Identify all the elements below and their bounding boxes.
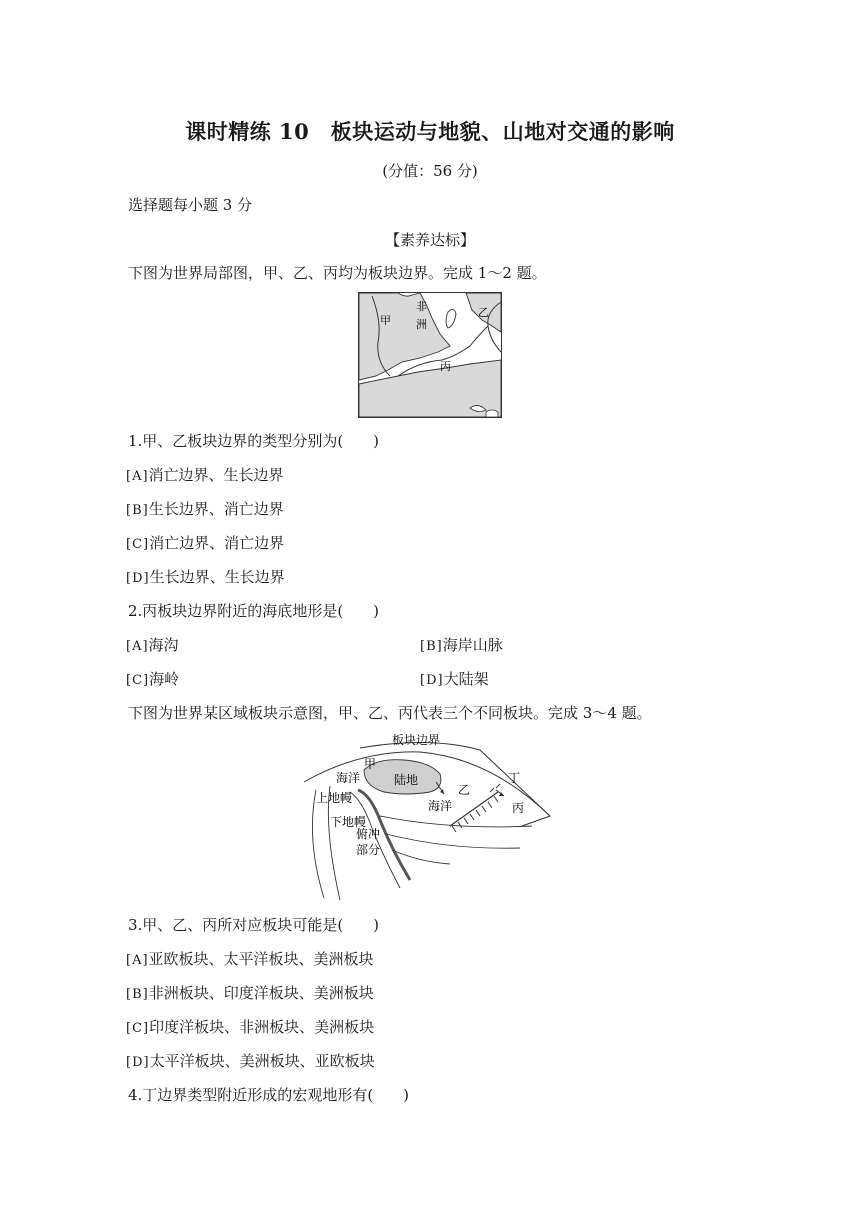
q2-option-d[interactable] [420, 668, 489, 689]
option-text: 非洲板块、印度洋板块、美洲板块 [148, 984, 374, 1002]
mantle-line-2 [312, 790, 324, 898]
group1-intro: 下图为世界局部图，甲、乙、丙均为板块边界。完成 1～2 题。 [128, 264, 547, 282]
group2-intro: 下图为世界某区域板块示意图，甲、乙、丙代表三个不同板块。完成 3～4 题。 [128, 704, 652, 722]
ridge-line [450, 792, 498, 826]
q1-option-a[interactable] [126, 464, 284, 485]
option-letter: [A] [126, 469, 149, 484]
map2-label-lower-mantle: 下地幔 [330, 815, 367, 829]
map1-label-zhou: 洲 [416, 318, 427, 331]
q3-stem: 3.甲、乙、丙所对应板块可能是( ) [128, 916, 380, 934]
option-text: 海沟 [148, 636, 179, 654]
q3-option-a[interactable] [126, 948, 374, 969]
option-letter: [A] [126, 639, 149, 654]
q3-option-b[interactable] [126, 982, 374, 1003]
q3-option-d[interactable] [126, 1050, 375, 1071]
instruction: 选择题每小题 3 分 [128, 196, 253, 214]
option-text: 亚欧板块、太平洋板块、美洲板块 [148, 950, 374, 968]
option-text: 大陆架 [443, 670, 489, 688]
option-letter: [C] [126, 673, 150, 688]
map2-label-jia: 甲 [364, 757, 377, 771]
plate-base-2 [386, 834, 520, 848]
option-letter: [D] [420, 673, 444, 688]
map2-label-upper-mantle: 上地幔 [316, 791, 353, 805]
option-letter: [B] [420, 639, 443, 654]
q3-option-c[interactable] [126, 1016, 374, 1037]
q1-option-b[interactable] [126, 498, 284, 519]
option-text: 海岸山脉 [442, 636, 503, 654]
option-text: 生长边界、生长边界 [149, 568, 285, 586]
q2-option-b[interactable] [420, 634, 503, 655]
option-text: 消亡边界、消亡边界 [149, 534, 285, 552]
map2-label-ocean1: 海洋 [336, 771, 361, 785]
page-title: 课时精练 10 板块运动与地貌、山地对交通的影响 [185, 119, 675, 144]
q2-stem: 2.丙板块边界附近的海底地形是( ) [128, 602, 380, 620]
q2-option-a[interactable] [126, 634, 179, 655]
map2-label-yi: 乙 [458, 783, 471, 797]
map1-label-jia: 甲 [380, 314, 391, 327]
islet-2 [486, 410, 498, 417]
option-letter: [C] [126, 1021, 150, 1036]
q4-stem: 4.丁边界类型附近形成的宏观地形有( ) [128, 1086, 410, 1104]
map2-label-ocean2: 海洋 [428, 799, 453, 813]
map2-label-land: 陆地 [394, 773, 419, 787]
score-note: (分值：56 分) [382, 162, 478, 180]
option-letter: [D] [126, 1055, 150, 1070]
option-letter: [A] [126, 953, 149, 968]
map2-label-boundary: 板块边界 [392, 733, 441, 747]
option-letter: [C] [126, 537, 150, 552]
option-text: 太平洋板块、美洲板块、亚欧板块 [149, 1052, 375, 1070]
q1-stem: 1.甲、乙板块边界的类型分别为( ) [128, 432, 380, 450]
q1-option-d[interactable] [126, 566, 285, 587]
option-text: 生长边界、消亡边界 [148, 500, 284, 518]
map2-label-subduct2: 部分 [356, 843, 381, 857]
option-letter: [B] [126, 503, 149, 518]
option-text: 消亡边界、生长边界 [148, 466, 284, 484]
option-letter: [B] [126, 987, 149, 1002]
map1-label-fei: 非 [416, 300, 427, 313]
map2-label-ding: 丁 [508, 771, 521, 785]
option-letter: [D] [126, 571, 150, 586]
map2-label-subduct1: 俯冲 [356, 827, 381, 841]
option-text: 印度洋板块、非洲板块、美洲板块 [149, 1018, 375, 1036]
section-heading: 【素养达标】 [384, 231, 475, 249]
map2-label-bing: 丙 [512, 801, 525, 815]
q1-option-c[interactable] [126, 532, 284, 553]
map2-figure [300, 730, 552, 902]
map1-label-bing: 丙 [440, 360, 451, 373]
option-text: 海岭 [149, 670, 180, 688]
map1-figure [358, 292, 502, 418]
q2-option-c[interactable] [126, 668, 179, 689]
map1-label-yi: 乙 [478, 306, 489, 319]
